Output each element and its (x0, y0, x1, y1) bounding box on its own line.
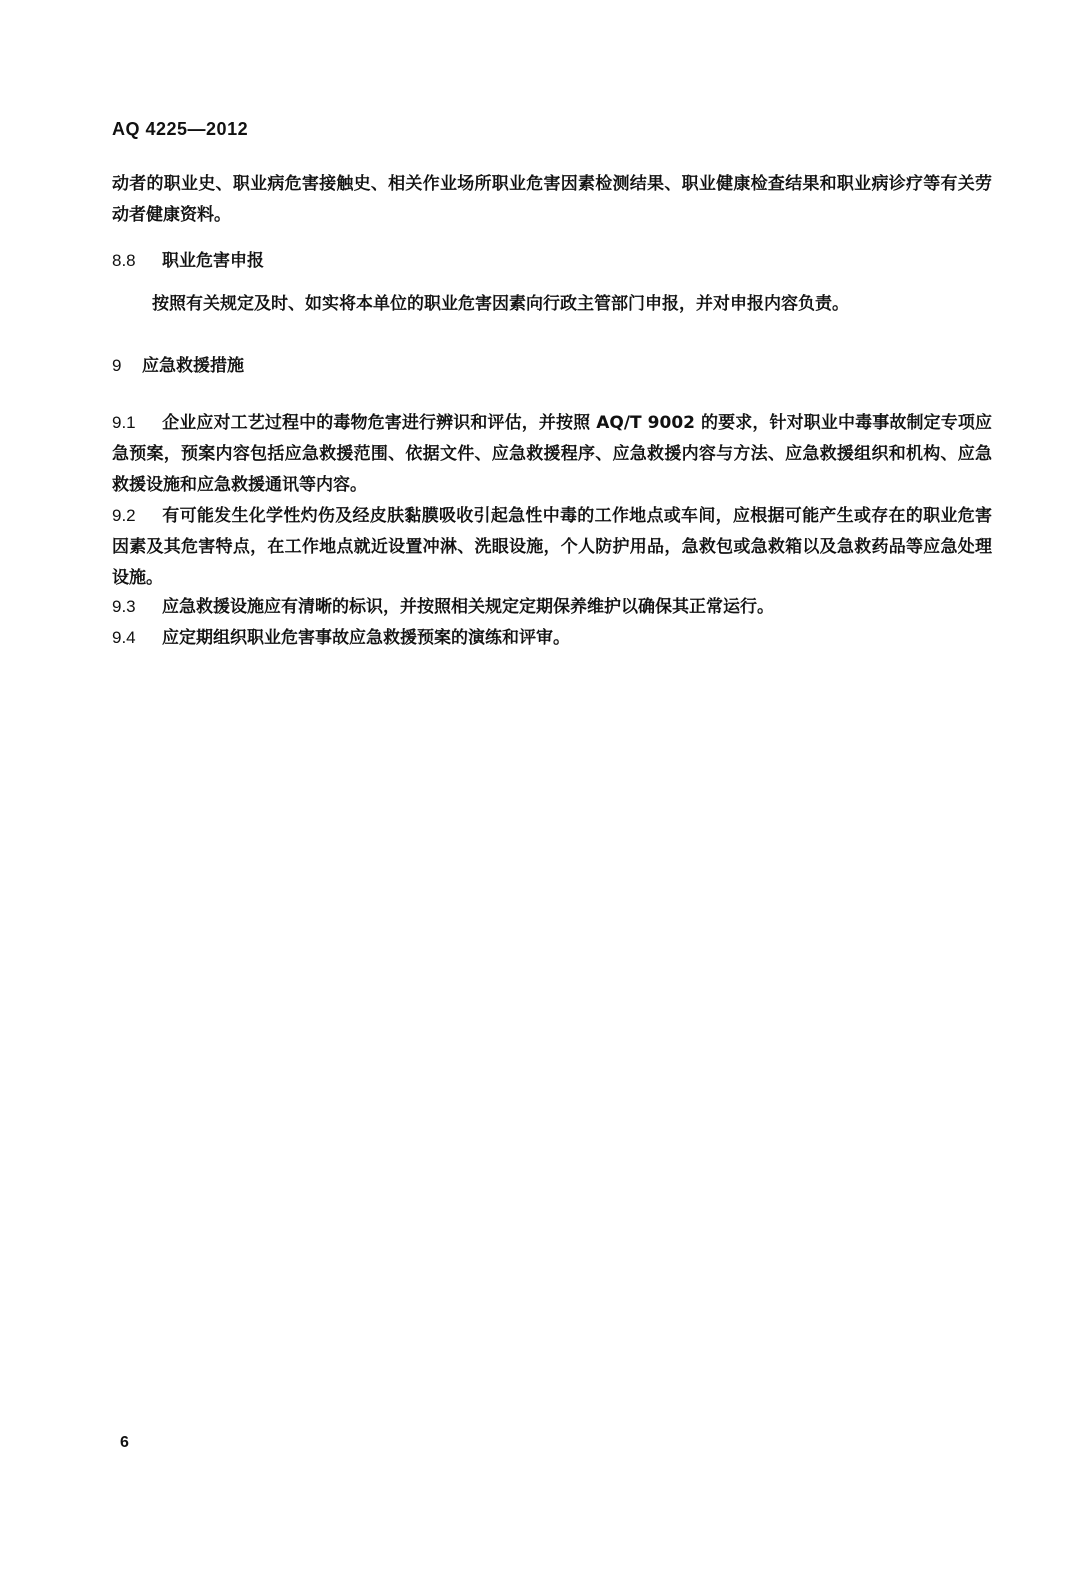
section-title: 职业危害申报 (162, 251, 264, 271)
section-8-8-paragraph: 按照有关规定及时、如实将本单位的职业危害因素向行政主管部门申报，并对申报内容负责。 (152, 294, 849, 314)
page-number: 6 (120, 1434, 129, 1451)
clause-number: 9.3 (112, 597, 136, 616)
clause-9-4 (112, 622, 992, 654)
section-number: 8.8 (112, 251, 136, 270)
clause-number: 9.2 (112, 506, 136, 525)
clause-text: 有可能发生化学性灼伤及经皮肤黏膜吸收引起急性中毒的工作地点或车间，应根据可能产生或存在的职业危害因素及其危害特点，在工作地点就近设置冲淋、洗眼设施，个人防护用品，急救包或急救箱以及急救药品等应急处理设施。 (112, 506, 992, 588)
doc-code-header: AQ 4225—2012 (112, 119, 249, 139)
clause-number: 9.1 (112, 413, 136, 432)
section-9-heading (112, 351, 244, 376)
section-number: 9 (112, 356, 122, 375)
clause-number: 9.4 (112, 628, 136, 647)
section-title: 应急救援措施 (142, 356, 244, 376)
clause-text: 应急救援设施应有清晰的标识，并按照相关规定定期保养维护以确保其正常运行。 (162, 597, 774, 617)
clause-text: 企业应对工艺过程中的毒物危害进行辨识和评估，并按照 AQ/T 9002 的要求，针对职业中毒事故制定专项应急预案，预案内容包括应急救援范围、依据文件、应急救援程序、应急救援内容与方法、应急救援组织和机构、应急救援设施和应急救援通讯等内容。 (112, 413, 992, 495)
clause-9-3 (112, 591, 992, 623)
continued-paragraph: 动者的职业史、职业病危害接触史、相关作业场所职业危害因素检测结果、职业健康检查结果和职业病诊疗等有关劳动者健康资料。 (112, 174, 992, 225)
clause-9-1 (112, 407, 992, 501)
clause-text: 应定期组织职业危害事故应急救援预案的演练和评审。 (162, 628, 570, 648)
section-8-8-heading (112, 246, 264, 271)
clause-9-2 (112, 500, 992, 594)
